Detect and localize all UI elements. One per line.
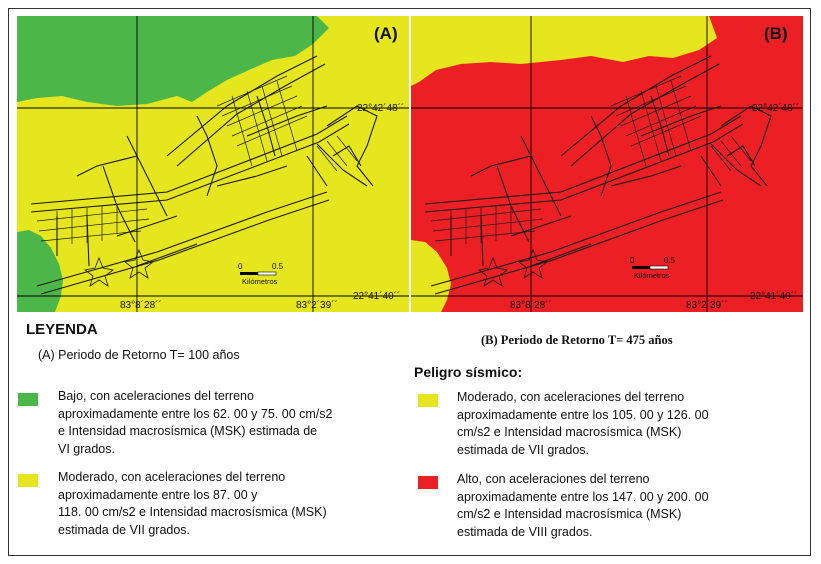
scale-unit-a: Kilómetros <box>242 277 278 286</box>
legend-swatch-moderate-b <box>418 394 438 407</box>
scale-zero-a: 0 <box>238 262 243 271</box>
legend-item-moderate-a <box>58 469 327 539</box>
legend-item-moderate-a-line: 118. 00 cm/s2 e Intensidad macrosísmica (MSK) <box>58 505 327 519</box>
legend-item-moderate-a-line: Moderado, con aceleraciones del terreno <box>58 470 286 484</box>
latitude-bottom-label-b: 22°41´40´´ <box>750 291 798 302</box>
legend-item-low-line: Bajo, con aceleraciones del terreno <box>58 389 254 403</box>
legend-item-moderate-b <box>457 389 709 459</box>
map-panel-b <box>411 16 803 312</box>
map-a-canvas <box>17 16 409 312</box>
legend-item-high-line: aproximadamente entre los 147. 00 y 200. 00 <box>457 489 709 504</box>
panel-label-a: (A) <box>374 24 398 43</box>
legend-swatch-moderate-a <box>18 474 38 487</box>
legend-item-moderate-a-line: aproximadamente entre los 87. 00 y <box>58 487 258 502</box>
hazard-title: Peligro sísmico: <box>414 364 523 380</box>
scale-unit-b: Kilómetros <box>634 271 670 280</box>
legend-item-low <box>58 388 332 458</box>
legend-item-high-line: Alto, con aceleraciones del terreno <box>457 472 650 486</box>
longitude-left-label-b: 83°8´28´´ <box>510 300 552 311</box>
latitude-bottom-label-a: 22°41´40´´ <box>353 291 401 302</box>
panel-label-b: (B) <box>764 24 788 43</box>
latitude-top-label-a: 22°42´48´´ <box>357 103 405 114</box>
legend-item-high-line: cm/s2 e Intensidad macrosísmica (MSK) <box>457 507 682 521</box>
longitude-right-label-a: 83°2´39´´ <box>296 300 338 311</box>
legend-item-low-line: VI grados. <box>58 441 115 456</box>
period-label-b: (B) Periodo de Retorno T= 475 años <box>481 333 673 347</box>
period-label-a: (A) Periodo de Retorno T= 100 años <box>38 348 240 362</box>
legend-item-low-line: aproximadamente entre los 62. 00 y 75. 00 cm/s2 <box>58 406 333 421</box>
legend-item-high-line: estimada de VIII grados. <box>457 524 593 539</box>
legend-item-moderate-b-line: cm/s2 e Intensidad macrosísmica (MSK) <box>457 425 682 439</box>
legend-item-moderate-b-line: aproximadamente entre los 105. 00 y 126. 00 <box>457 407 709 422</box>
legend-item-low-line: e Intensidad macrosísmica (MSK) estimada de <box>58 424 318 438</box>
longitude-right-label-b: 83°2´39´´ <box>686 300 728 311</box>
legend-swatch-high <box>418 476 438 489</box>
longitude-left-label-a: 83°8´28´´ <box>120 300 162 311</box>
map-b-canvas <box>411 16 803 312</box>
scale-bar-b <box>632 266 668 269</box>
latitude-top-label-b: 22°42´48´´ <box>752 103 800 114</box>
legend-item-moderate-b-line: estimada de VII grados. <box>457 442 590 457</box>
scale-half-b: 0.5 <box>664 256 676 265</box>
legend-title: LEYENDA <box>26 321 98 338</box>
scale-bar-a <box>240 272 276 275</box>
scale-zero-b: 0 <box>630 256 635 265</box>
legend-item-high <box>457 471 709 541</box>
map-panel-a <box>17 16 409 312</box>
scale-half-a: 0.5 <box>272 262 284 271</box>
legend-item-moderate-a-line: estimada de VII grados. <box>58 522 191 537</box>
legend-item-moderate-b-line: Moderado, con aceleraciones del terreno <box>457 390 685 404</box>
legend-swatch-low <box>18 393 38 406</box>
